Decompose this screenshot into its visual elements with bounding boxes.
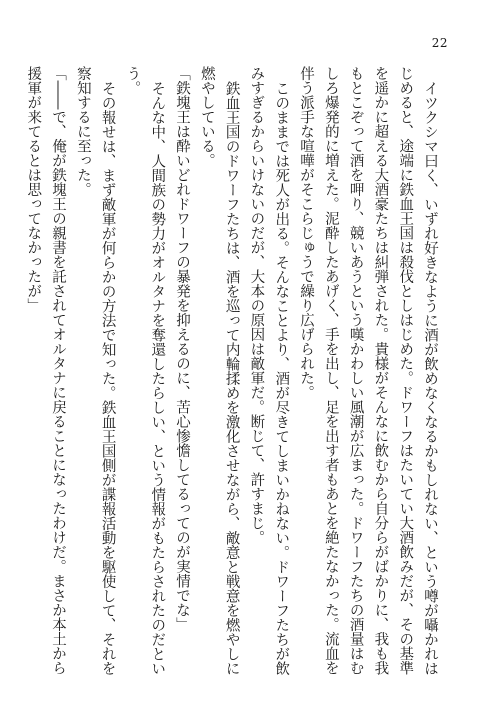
page-number: 22: [431, 36, 448, 50]
paragraph: そんな中、人間族の勢力がオルタナを奪還したらしい、という情報がもたらされたのだという。: [124, 66, 166, 675]
dialogue-paragraph: 「――で、俺が鉄塊王の親書を託されてオルタナに戻ることになったわけだ。まさか本土から援軍が来てるとは思ってなかったが」: [25, 66, 67, 675]
dialogue-paragraph: 「鉄塊王は酔いどれドワーフの暴発を抑えるのに、苦心惨憺してるってのが実情でな」: [174, 66, 191, 632]
paragraph: このままでは死人が出る。そんなことより、酒が尽きてしまいかねない。ドワーフたちが飲みすぎるからいけないのだが、大本の原因は敵軍だ。断じて、許すまじ。: [248, 66, 290, 675]
paragraph: 鉄血王国のドワーフたちは、酒を巡って内輪揉めを激化させながら、敵意と戦意を燃やしに燃やしている。: [198, 66, 240, 675]
body-text: [20, 66, 442, 676]
paragraph: イツクシマ曰く、いずれ好きなように酒が飲めなくなるかもしれない、という噂が囁かれはじめると、途端に鉄血王国は殺伐としはじめた。ドワーフはたいてい大酒飲みだが、その基準を遥かに超える大酒豪たちは糾弾された。貴様がそんなに飲むから自分らがばかりに、我も我もとこぞって酒を呷り、競いあうという嘆かわしい風潮が広まった。ドワーフたちの酒量はむしろ爆発的に増えた。泥酔したあげく、手を出し、足を出す者もあとを絶たなかった。流血を伴う派手な喧嘩がそこらじゅうで繰り広げられた。: [298, 66, 438, 675]
paragraph: その報せは、まず敵軍が何らかの方法で知った。鉄血王国側が諜報活動を駆使して、それを察知するに至った。: [74, 66, 116, 675]
